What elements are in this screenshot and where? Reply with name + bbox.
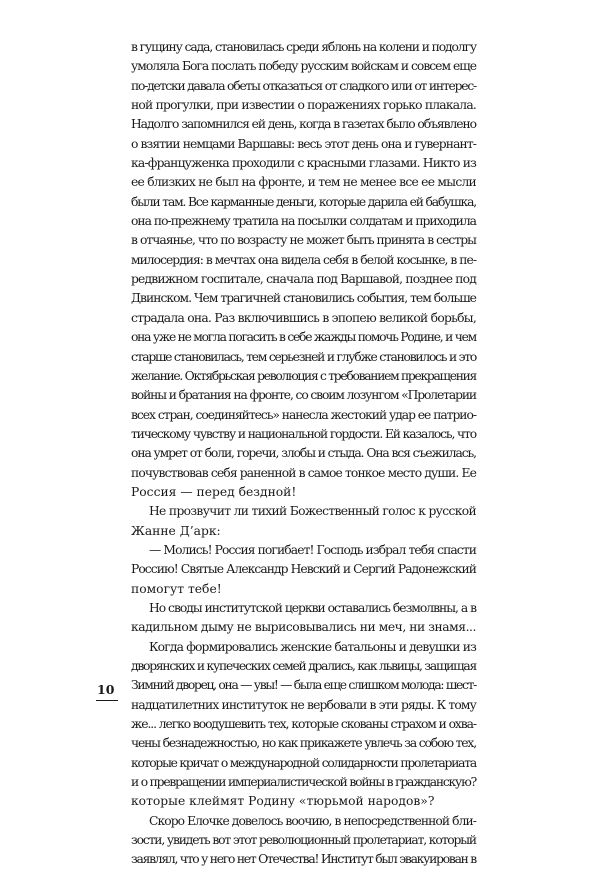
body-text xyxy=(131,38,476,870)
text-line: ка-француженка проходили с красными глазами. Никто из xyxy=(131,156,476,171)
text-line: дворянских и купеческих семей дрались, как львицы, защищая xyxy=(131,659,476,673)
text-line: Не прозвучит ли тихий Божественный голос к русской xyxy=(149,504,476,519)
page-number-underline xyxy=(96,700,118,701)
text-line: кадильном дыму не вырисовывались ни меч, ни знамя... xyxy=(131,620,476,635)
text-line: — Молись! Россия погибает! Господь избрал тебя спасти xyxy=(149,542,476,557)
text-line: о взятии немцами Варшавы: весь этот день она и гувернант- xyxy=(131,136,476,151)
text-line: ее близких не был на фронте, и тем не менее все ее мысли xyxy=(131,175,476,190)
text-line: Россия — перед бездной! xyxy=(131,484,297,499)
text-line: надцатилетних институток не вербовали в эти ряды. К тому xyxy=(131,697,476,712)
text-line: же... легко воодушевить тех, которые скованы страхом и охва- xyxy=(131,717,476,732)
text-line: Когда формировались женские батальоны и девушки из xyxy=(149,639,476,654)
text-line: Двинском. Чем трагичней становились события, тем больше xyxy=(131,291,476,306)
page-number: 10 xyxy=(97,682,115,697)
text-line: Надолго запомнился ей день, когда в газетах было объявлено xyxy=(131,117,476,132)
text-line: почувствовав себя раненной в самое тонкое место души. Ее xyxy=(131,465,476,480)
text-line: желание. Октябрьская революция с требованием прекращения xyxy=(131,368,476,383)
text-line: которые клеймят Родину «тюрьмой народов»? xyxy=(131,794,435,809)
text-line: милосердия: в мечтах она видела себя в белой косынке, в пе- xyxy=(131,252,476,267)
text-line: помогут тебе! xyxy=(131,581,222,596)
text-line: ной прогулки, при известии о поражениях горько плакала. xyxy=(131,98,476,113)
text-line: всех стран, соединяйтесь» нанесла жестокий удар ее патрио- xyxy=(131,407,476,422)
text-line: старше становилась, тем серьезней и глубже становилось и это xyxy=(131,349,476,364)
text-line: Россию! Святые Александр Невский и Сергий Радонежский xyxy=(131,562,476,577)
text-line: Скоро Елочке довелось воочию, в непосредственной бли- xyxy=(149,813,476,828)
text-line: по-детски давала обеты отказаться от сладкого или от интерес- xyxy=(131,78,476,93)
text-line: умоляла Бога послать победу русским войскам и совсем еще xyxy=(131,59,476,74)
text-line: в отчаянье, что по возрасту не может быть принята в сестры xyxy=(131,233,476,248)
text-line: она умрет от боли, горечи, злобы и стыда. Она вся съежилась, xyxy=(131,446,476,461)
text-line: Зимний дворец, она — увы! — была еще слишком молода: шест- xyxy=(131,678,476,693)
text-line: Жанне Д’арк: xyxy=(131,523,221,538)
text-line: войны и братания на фронте, со своим лозунгом «Пролетарии xyxy=(131,388,476,403)
text-line: она по-прежнему тратила на посылки солдатам и приходила xyxy=(131,214,476,229)
text-line: тическому чувству и национальной гордости. Ей казалось, что xyxy=(131,426,476,441)
text-line: чены безнадежностью, но как прикажете увлечь за собою тех, xyxy=(131,736,476,751)
text-line: страдала она. Раз включившись в эпопею великой борьбы, xyxy=(131,310,476,325)
text-line: которые кричат о международной солидарности пролетариата xyxy=(131,755,476,770)
text-line: в гущину сада, становилась среди яблонь на колени и подолгу xyxy=(131,40,476,54)
text-line: заявлял, что у него нет Отечества! Институт был эвакуирован в xyxy=(131,852,476,867)
text-line: зости, увидеть вот этот революционный пролетариат, который xyxy=(131,833,476,848)
text-line: Но своды институтской церкви оставались безмолвны, а в xyxy=(149,600,476,615)
text-line: редвижном госпитале, сначала под Варшавой, позднее под xyxy=(131,272,476,287)
text-line: она уже не могла погасить в себе жажды помочь Родине, и чем xyxy=(131,330,476,345)
text-line: и о превращении империалистической войны в гражданскую? xyxy=(131,775,476,790)
text-line: были там. Все карманные деньги, которые дарила ей бабушка, xyxy=(131,194,476,209)
